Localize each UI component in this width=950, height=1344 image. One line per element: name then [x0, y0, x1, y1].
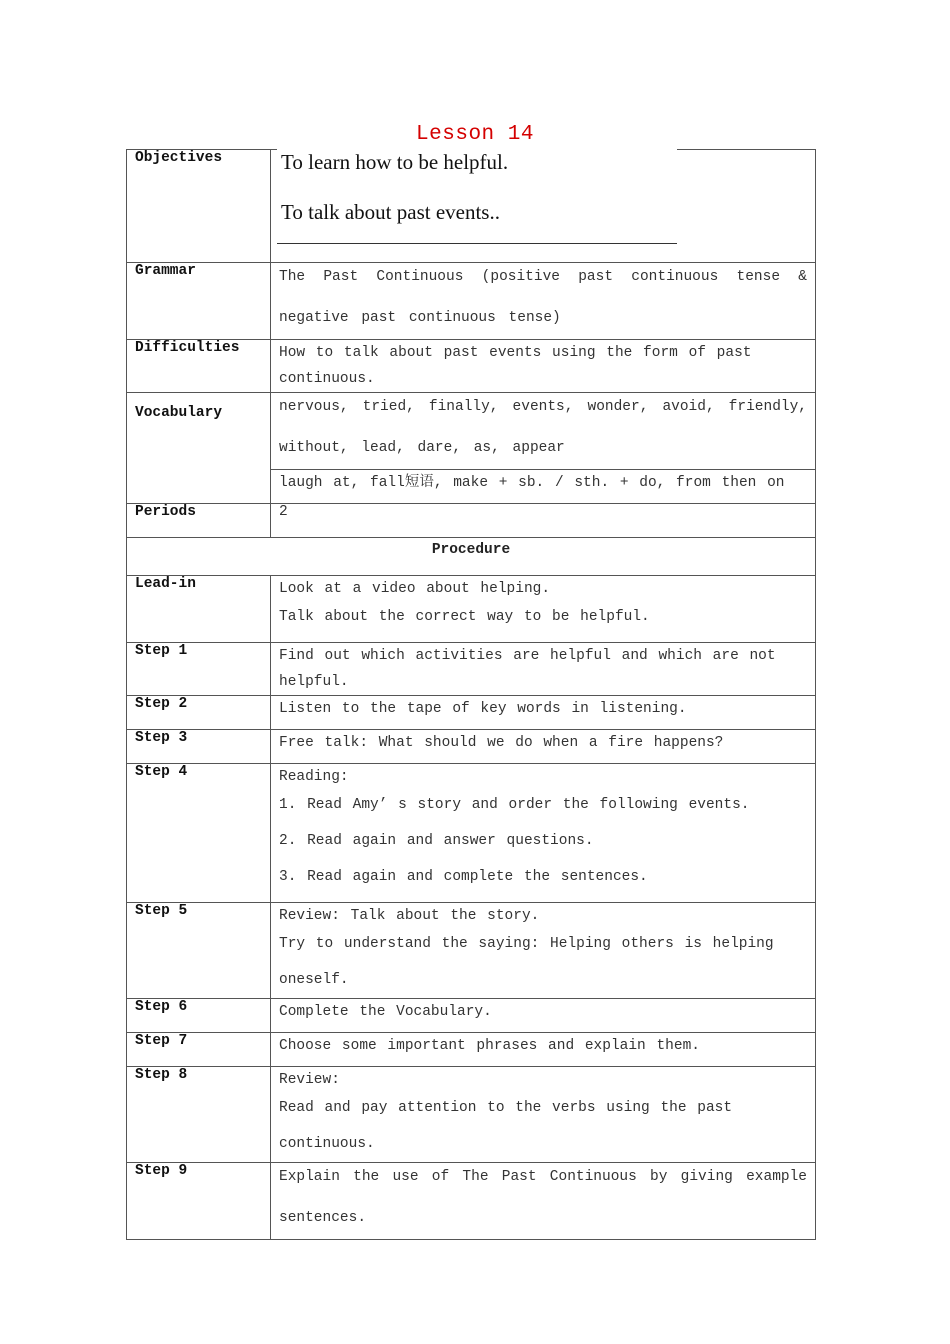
step-row — [127, 730, 816, 764]
step-row — [127, 764, 816, 903]
step-content — [271, 764, 816, 903]
step-content — [271, 999, 816, 1033]
step-line: Choose some important phrases and explain them. — [279, 1038, 700, 1054]
step-line: Try to understand the saying: Helping others is helping oneself. — [279, 936, 774, 988]
step-label: Lead-in — [127, 576, 271, 643]
grammar-content — [271, 263, 816, 340]
periods-value: 2 — [271, 504, 816, 538]
step-row — [127, 999, 816, 1033]
step-row — [127, 643, 816, 696]
step-content — [271, 903, 816, 999]
step-line: Review: Talk about the story. — [279, 908, 540, 924]
objectives-content — [271, 150, 816, 263]
vocabulary-label: Vocabulary — [127, 393, 271, 504]
lesson-plan-table — [126, 149, 816, 1240]
periods-label: Periods — [127, 504, 271, 538]
step-line: Find out which activities are helpful and which are not helpful. — [279, 648, 776, 690]
step-label: Step 3 — [127, 730, 271, 764]
vocabulary-words-cell — [271, 393, 816, 470]
vocabulary-words: nervous, tried, finally, events, wonder, avoid, friendly, without, lead, dare, as, appear — [279, 399, 807, 456]
step-line: Listen to the tape of key words in listening. — [279, 701, 687, 717]
periods-row — [127, 504, 816, 538]
vocabulary-phrases: laugh at, fall短语, make + sb. / sth. + do, from then on — [279, 475, 785, 491]
step-row — [127, 1067, 816, 1163]
procedure-heading: Procedure — [127, 538, 816, 576]
step-row — [127, 1033, 816, 1067]
step-content — [271, 1067, 816, 1163]
objectives-label: Objectives — [127, 150, 271, 263]
step-label: Step 2 — [127, 696, 271, 730]
step-content — [271, 696, 816, 730]
step-line: Reading: — [279, 769, 349, 785]
step-row — [127, 1163, 816, 1240]
step-row — [127, 696, 816, 730]
step-content — [271, 1033, 816, 1067]
step-label: Step 1 — [127, 643, 271, 696]
step-content — [271, 1163, 816, 1240]
vocabulary-row-words — [127, 393, 816, 470]
step-line: 3. Read again and complete the sentences. — [279, 869, 648, 885]
step-content — [271, 643, 816, 696]
step-line: 1. Read Amy’ s story and order the following events. — [279, 797, 750, 813]
procedure-row — [127, 538, 816, 576]
step-line: Complete the Vocabulary. — [279, 1004, 492, 1020]
step-line: Read and pay attention to the verbs using the past continuous. — [279, 1100, 733, 1152]
objectives-row — [127, 150, 816, 263]
difficulties-text: How to talk about past events using the form of past continuous. — [279, 345, 752, 387]
grammar-label: Grammar — [127, 263, 271, 340]
step-label: Step 7 — [127, 1033, 271, 1067]
step-line: 2. Read again and answer questions. — [279, 833, 594, 849]
step-content — [271, 730, 816, 764]
difficulties-label: Difficulties — [127, 340, 271, 393]
step-line: Talk about the correct way to be helpful. — [279, 609, 650, 625]
step-label: Step 9 — [127, 1163, 271, 1240]
difficulties-row — [127, 340, 816, 393]
step-label: Step 5 — [127, 903, 271, 999]
step-label: Step 4 — [127, 764, 271, 903]
step-line: Free talk: What should we do when a fire happens? — [279, 735, 724, 751]
objective-line-2: To talk about past events.. — [281, 200, 500, 224]
step-row — [127, 576, 816, 643]
step-line: Review: — [279, 1072, 340, 1088]
step-label: Step 6 — [127, 999, 271, 1033]
lesson-title: Lesson 14 — [416, 123, 534, 146]
difficulties-content — [271, 340, 816, 393]
grammar-text: The Past Continuous (positive past continuous tense & negative past continuous tense) — [279, 269, 807, 326]
step-text: Explain the use of The Past Continuous by giving example sentences. — [279, 1169, 807, 1226]
vocabulary-phrases-cell — [271, 470, 816, 504]
objective-line-1: To learn how to be helpful. — [281, 150, 509, 174]
step-line: Look at a video about helping. — [279, 581, 551, 597]
step-label: Step 8 — [127, 1067, 271, 1163]
objectives-image-box — [277, 148, 677, 244]
step-row — [127, 903, 816, 999]
grammar-row — [127, 263, 816, 340]
step-content — [271, 576, 816, 643]
